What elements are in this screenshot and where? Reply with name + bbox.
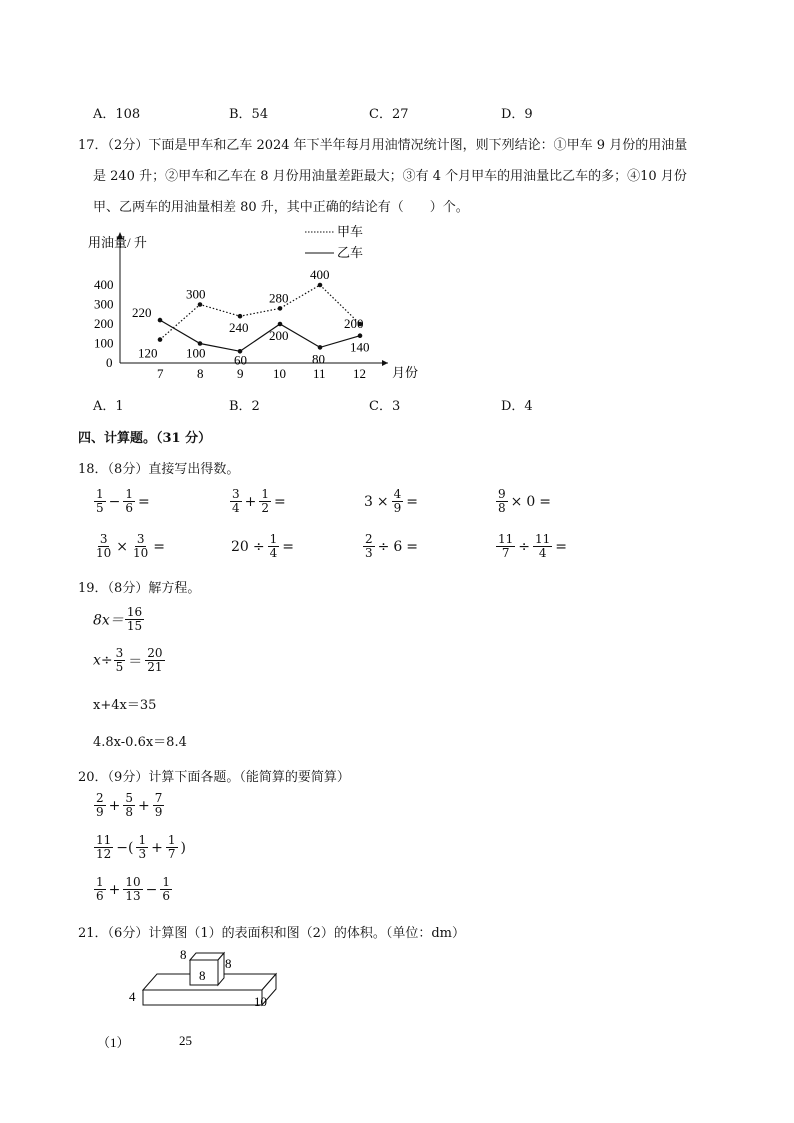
- x-tick-label: 8: [197, 366, 204, 381]
- q17-line3: 甲、乙两车的用油量相差 80 升，其中正确的结论有（ ）个。: [93, 200, 469, 215]
- y-tick-label: 200: [94, 316, 114, 331]
- data-label: 100: [186, 345, 206, 361]
- y-axis-label: 用油量/ 升: [88, 235, 147, 250]
- data-label: 120: [138, 345, 158, 361]
- x-tick-label: 9: [237, 366, 244, 381]
- equation-3: x+4x＝35: [93, 698, 157, 713]
- x-tick-label: 10: [273, 366, 286, 381]
- x-tick-label: 11: [313, 366, 326, 381]
- arithmetic-item: $\frac{2}{3}$ ÷ 6 =: [365, 532, 419, 560]
- data-point: [158, 337, 163, 342]
- arithmetic-item: $\frac{3}{4}$ + $\frac{1}{2}$ =: [232, 487, 286, 515]
- data-point: [358, 333, 363, 338]
- x-tick-label: 7: [157, 366, 164, 381]
- data-label: 220: [132, 305, 152, 321]
- data-point: [318, 283, 323, 288]
- arithmetic-item: $\frac{9}{8}$ × 0 =: [498, 487, 552, 515]
- x-tick-label: 12: [353, 366, 366, 381]
- x-axis-arrow: [382, 360, 388, 366]
- data-point: [318, 345, 323, 350]
- q17-option-b: B．2: [229, 399, 260, 414]
- data-label: 200: [344, 316, 364, 331]
- base-width-label: 25: [179, 1033, 192, 1048]
- line-chart: [88, 222, 438, 387]
- q19-title: 19．（8分）解方程。: [78, 581, 201, 596]
- legend-label: 乙车: [337, 245, 364, 260]
- expression-2: $\frac{11}{12}$ −( $\frac{1}{3}$ + $\frac{1}{7}$ ): [96, 833, 186, 861]
- data-label: 60: [234, 352, 247, 368]
- option-a: A．108: [93, 107, 141, 122]
- equation-1: 8x＝ $\frac{16}{15}$: [93, 605, 143, 633]
- arithmetic-item: $\frac{3}{10}$ × $\frac{3}{10}$ =: [96, 532, 166, 560]
- option-c: C．27: [369, 107, 409, 122]
- data-point: [198, 302, 203, 307]
- x-axis-label: 月份: [392, 365, 419, 380]
- section-title: 四、计算题。（31 分）: [78, 431, 212, 446]
- data-point: [238, 314, 243, 319]
- data-label: 400: [310, 267, 330, 282]
- option-b: B．54: [229, 107, 269, 122]
- base-height-label: 4: [129, 989, 136, 1004]
- arithmetic-item: $\frac{1}{5}$ − $\frac{1}{6}$ =: [96, 487, 150, 515]
- equation-2: x÷ $\frac{3}{5}$ ＝ $\frac{20}{21}$: [93, 646, 163, 674]
- data-label: 280: [269, 290, 289, 306]
- cube-side-label: 8: [225, 956, 232, 971]
- equation-4: 4.8x-0.6x＝8.4: [93, 735, 187, 750]
- arithmetic-item: $\frac{11}{7}$ ÷ $\frac{11}{4}$ =: [498, 532, 568, 560]
- expression-1: $\frac{2}{9}$ + $\frac{5}{8}$ + $\frac{7}{9}$: [96, 791, 163, 819]
- y-tick-label: 300: [94, 296, 114, 312]
- cube-top-label: 8: [180, 947, 187, 962]
- data-label: 140: [350, 339, 370, 355]
- q17-option-d: D．4: [501, 399, 533, 414]
- y-tick-label: 400: [94, 277, 114, 292]
- cube-front-label: 8: [199, 968, 206, 983]
- data-label: 200: [269, 328, 289, 343]
- arithmetic-item: 20 ÷ $\frac{1}{4}$ =: [231, 532, 294, 560]
- legend-label: 甲车: [337, 224, 364, 239]
- solid-figure-1: [95, 943, 295, 1053]
- q17-option-a: A．1: [93, 399, 124, 414]
- data-label: 80: [312, 351, 325, 367]
- y-tick-label: 100: [94, 335, 114, 351]
- data-point: [278, 322, 283, 327]
- data-label: 240: [229, 320, 249, 336]
- q17-line1: 17．（2分）下面是甲车和乙车 2024 年下半年每月用油情况统计图，则下列结论：①甲车 9 月份的用油量: [78, 138, 688, 153]
- y-tick-label: 0: [106, 355, 113, 370]
- q17-line2: 是 240 升；②甲车和乙车在 8 月份用油量差距最大；③有 4 个月甲车的用油量比乙车的多；④10 月份: [93, 169, 687, 184]
- data-point: [278, 306, 283, 311]
- option-d: D．9: [501, 107, 533, 122]
- expression-3: $\frac{1}{6}$ + $\frac{10}{13}$ − $\frac{1}{6}$: [96, 875, 171, 903]
- arithmetic-item: 3 × $\frac{4}{9}$ =: [364, 487, 419, 515]
- q21-title: 21．（6分）计算图（1）的表面积和图（2）的体积。（单位：dm）: [78, 926, 466, 941]
- q20-title: 20．（9分）计算下面各题。（能简算的要简算）: [78, 770, 350, 785]
- base-depth-label: 10: [254, 994, 267, 1009]
- q18-title: 18．（8分）直接写出得数。: [78, 462, 240, 477]
- data-point: [158, 318, 163, 323]
- figure-label: （1）: [97, 1035, 130, 1050]
- data-label: 300: [186, 286, 206, 302]
- q17-option-c: C．3: [369, 399, 401, 414]
